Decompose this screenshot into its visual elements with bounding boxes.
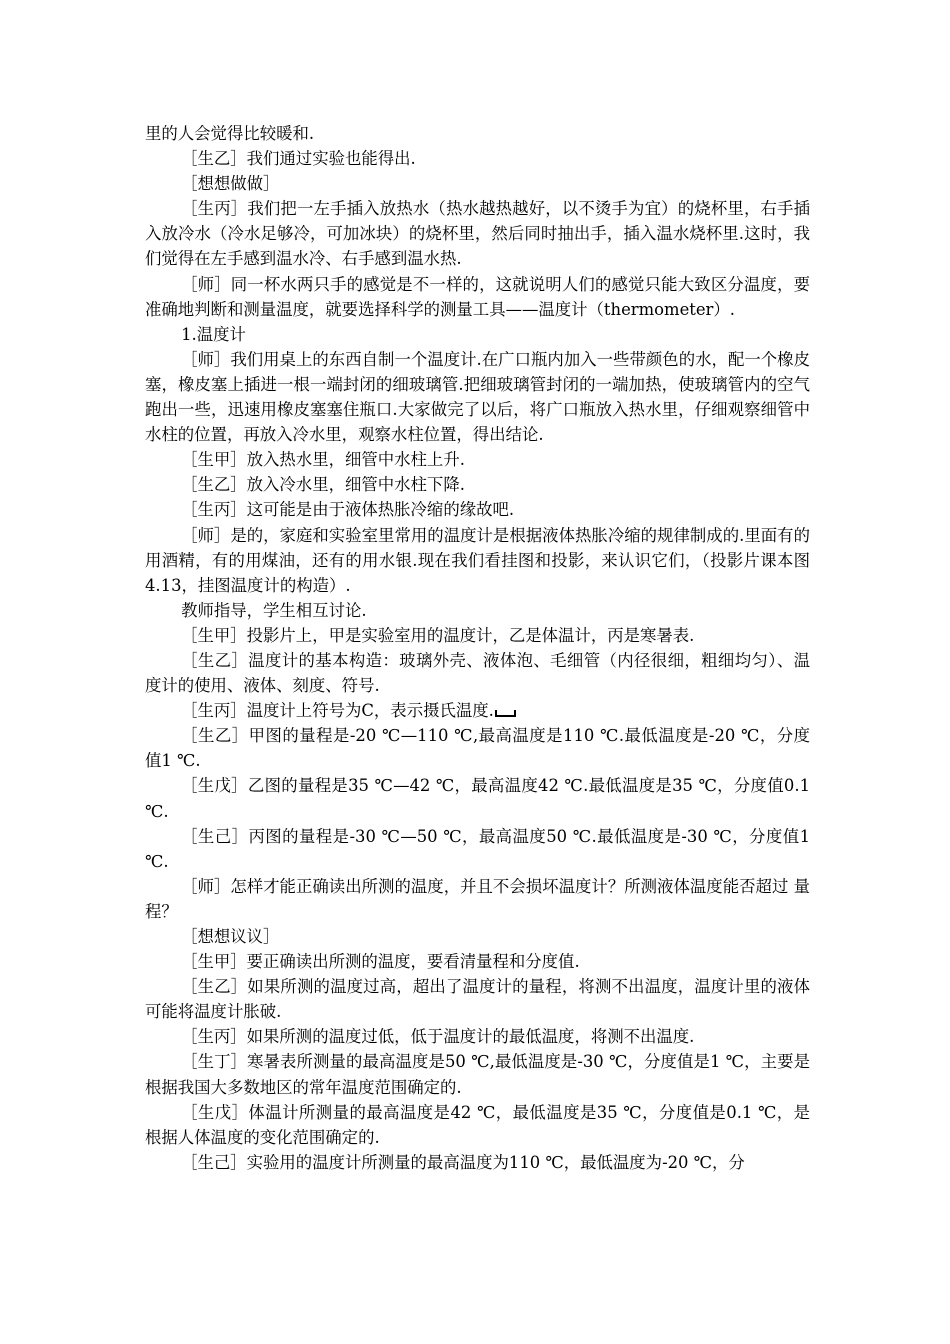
- paragraph-text: ［生丙］我们把一左手插入放热水（热水越热越好，以不烫手为宜）的烧杯里，右手插入放冷水（冷水足够冷，可加冰块）的烧杯里，然后同时抽出手，插入温水烧杯里.这时，我们觉得在左手感到温水冷、右手感到温水热.: [145, 199, 810, 269]
- paragraph: [145, 1049, 810, 1099]
- paragraph-text: ［生甲］投影片上，甲是实验室用的温度计，乙是体温计，丙是寒暑表.: [181, 625, 695, 645]
- paragraph-text: ［生乙］如果所测的温度过高，超出了温度计的量程，将测不出温度，温度计里的液体可能将温度计胀破.: [145, 977, 810, 1022]
- paragraph-text: ［生乙］我们通过实验也能得出.: [181, 149, 416, 169]
- paragraph-text: 教师指导，学生相互讨论.: [181, 600, 367, 620]
- paragraph: [145, 698, 810, 723]
- paragraph: [145, 447, 810, 472]
- paragraph-text: ［生甲］要正确读出所测的温度，要看清量程和分度值.: [181, 952, 580, 972]
- paragraph-text: ［生戊］乙图的量程是35 ℃—42 ℃，最高温度42 ℃.最低温度是35 ℃，分度值0.1 ℃.: [145, 776, 810, 821]
- paragraph-text: ［师］怎样才能正确读出所测的温度，并且不会损坏温度计？所测液体温度能否超过 量程？: [145, 876, 810, 921]
- paragraph: [145, 272, 810, 322]
- paragraph-text: 1.温度计: [181, 324, 246, 344]
- paragraph: [145, 874, 810, 924]
- paragraph: [145, 773, 810, 823]
- paragraph: [145, 196, 810, 271]
- paragraph-text: ［生丙］如果所测的温度过低，低于温度计的最低温度，将测不出温度.: [181, 1027, 695, 1047]
- paragraph-text: ［想想做做］: [181, 174, 280, 194]
- paragraph-text: 里的人会觉得比较暖和.: [145, 124, 315, 143]
- paragraph-text: ［生乙］温度计的基本构造：玻璃外壳、液体泡、毛细管（内径很细，粗细均匀）、温度计的使用、液体、刻度、符号.: [145, 650, 810, 696]
- paragraph: [145, 723, 810, 773]
- paragraph: [145, 523, 810, 598]
- paragraph-text: ［想想议议］: [181, 927, 280, 946]
- paragraph-text: ［生乙］放入冷水里，细管中水柱下降.: [181, 475, 465, 495]
- paragraph: [145, 472, 810, 497]
- paragraph: [145, 623, 810, 648]
- paragraph: [145, 146, 810, 171]
- paragraph-text: ［师］我们用桌上的东西自制一个温度计.在广口瓶内加入一些带颜色的水，配一个橡皮塞，橡皮塞上插进一根一端封闭的细玻璃管.把细玻璃管封闭的一端加热，使玻璃管内的空气跑出一些，迅速用橡皮塞塞住瓶口.大家做完了以后，将广口瓶放入热水里，仔细观察细管中水柱的位置，再放入冷水里，观察水柱位置，得出结论.: [145, 349, 810, 445]
- paragraph: [145, 598, 810, 623]
- paragraph-text: ［师］同一杯水两只手的感觉是不一样的，这就说明人们的感觉只能大致区分温度，要准确地判断和测量温度，就要选择科学的测量工具——温度计（thermometer）.: [145, 274, 810, 319]
- paragraph-text: ［生甲］放入热水里，细管中水柱上升.: [181, 450, 465, 470]
- paragraph: [145, 949, 810, 974]
- paragraph: [145, 824, 810, 874]
- paragraph: [145, 648, 810, 698]
- paragraph-text: ［生戊］体温计所测量的最高温度是42 ℃，最低温度是35 ℃，分度值是0.1 ℃，是根据人体温度的变化范围确定的.: [145, 1102, 810, 1147]
- paragraph: [145, 1150, 810, 1175]
- paragraph-text: ［生乙］甲图的量程是-20 ℃—110 ℃,最高温度是110 ℃.最低温度是-20 ℃，分度值1 ℃.: [145, 726, 810, 771]
- paragraph: [145, 974, 810, 1024]
- paragraph: [145, 347, 810, 447]
- text-cursor-icon: [495, 710, 516, 717]
- paragraph-text: ［生丙］温度计上符号为C，表示摄氏温度.: [181, 701, 494, 721]
- paragraph: [145, 121, 810, 146]
- paragraph-text: ［生己］丙图的量程是-30 ℃—50 ℃，最高温度50 ℃.最低温度是-30 ℃，分度值1 ℃.: [145, 826, 810, 871]
- paragraph-text: ［生己］实验用的温度计所测量的最高温度为110 ℃，最低温度为-20 ℃，分: [181, 1152, 745, 1172]
- paragraph-text: ［生丁］寒暑表所测量的最高温度是50 ℃,最低温度是-30 ℃，分度值是1 ℃，主要是根据我国大多数地区的常年温度范围确定的.: [145, 1052, 810, 1097]
- paragraph-text: ［生丙］这可能是由于液体热胀冷缩的缘故吧.: [181, 500, 515, 520]
- paragraph: [145, 497, 810, 522]
- paragraph: [145, 322, 810, 347]
- paragraph: [145, 924, 810, 949]
- paragraph-text: ［师］是的，家庭和实验室里常用的温度计是根据液体热胀冷缩的规律制成的.里面有的用酒精，有的用煤油，还有的用水银.现在我们看挂图和投影，来认识它们，（投影片课本图4.13，挂图温度计的构造）.: [145, 525, 810, 595]
- paragraph: [145, 1024, 810, 1049]
- paragraph: [145, 1100, 810, 1150]
- document-body: [145, 121, 810, 1175]
- paragraph: [145, 171, 810, 196]
